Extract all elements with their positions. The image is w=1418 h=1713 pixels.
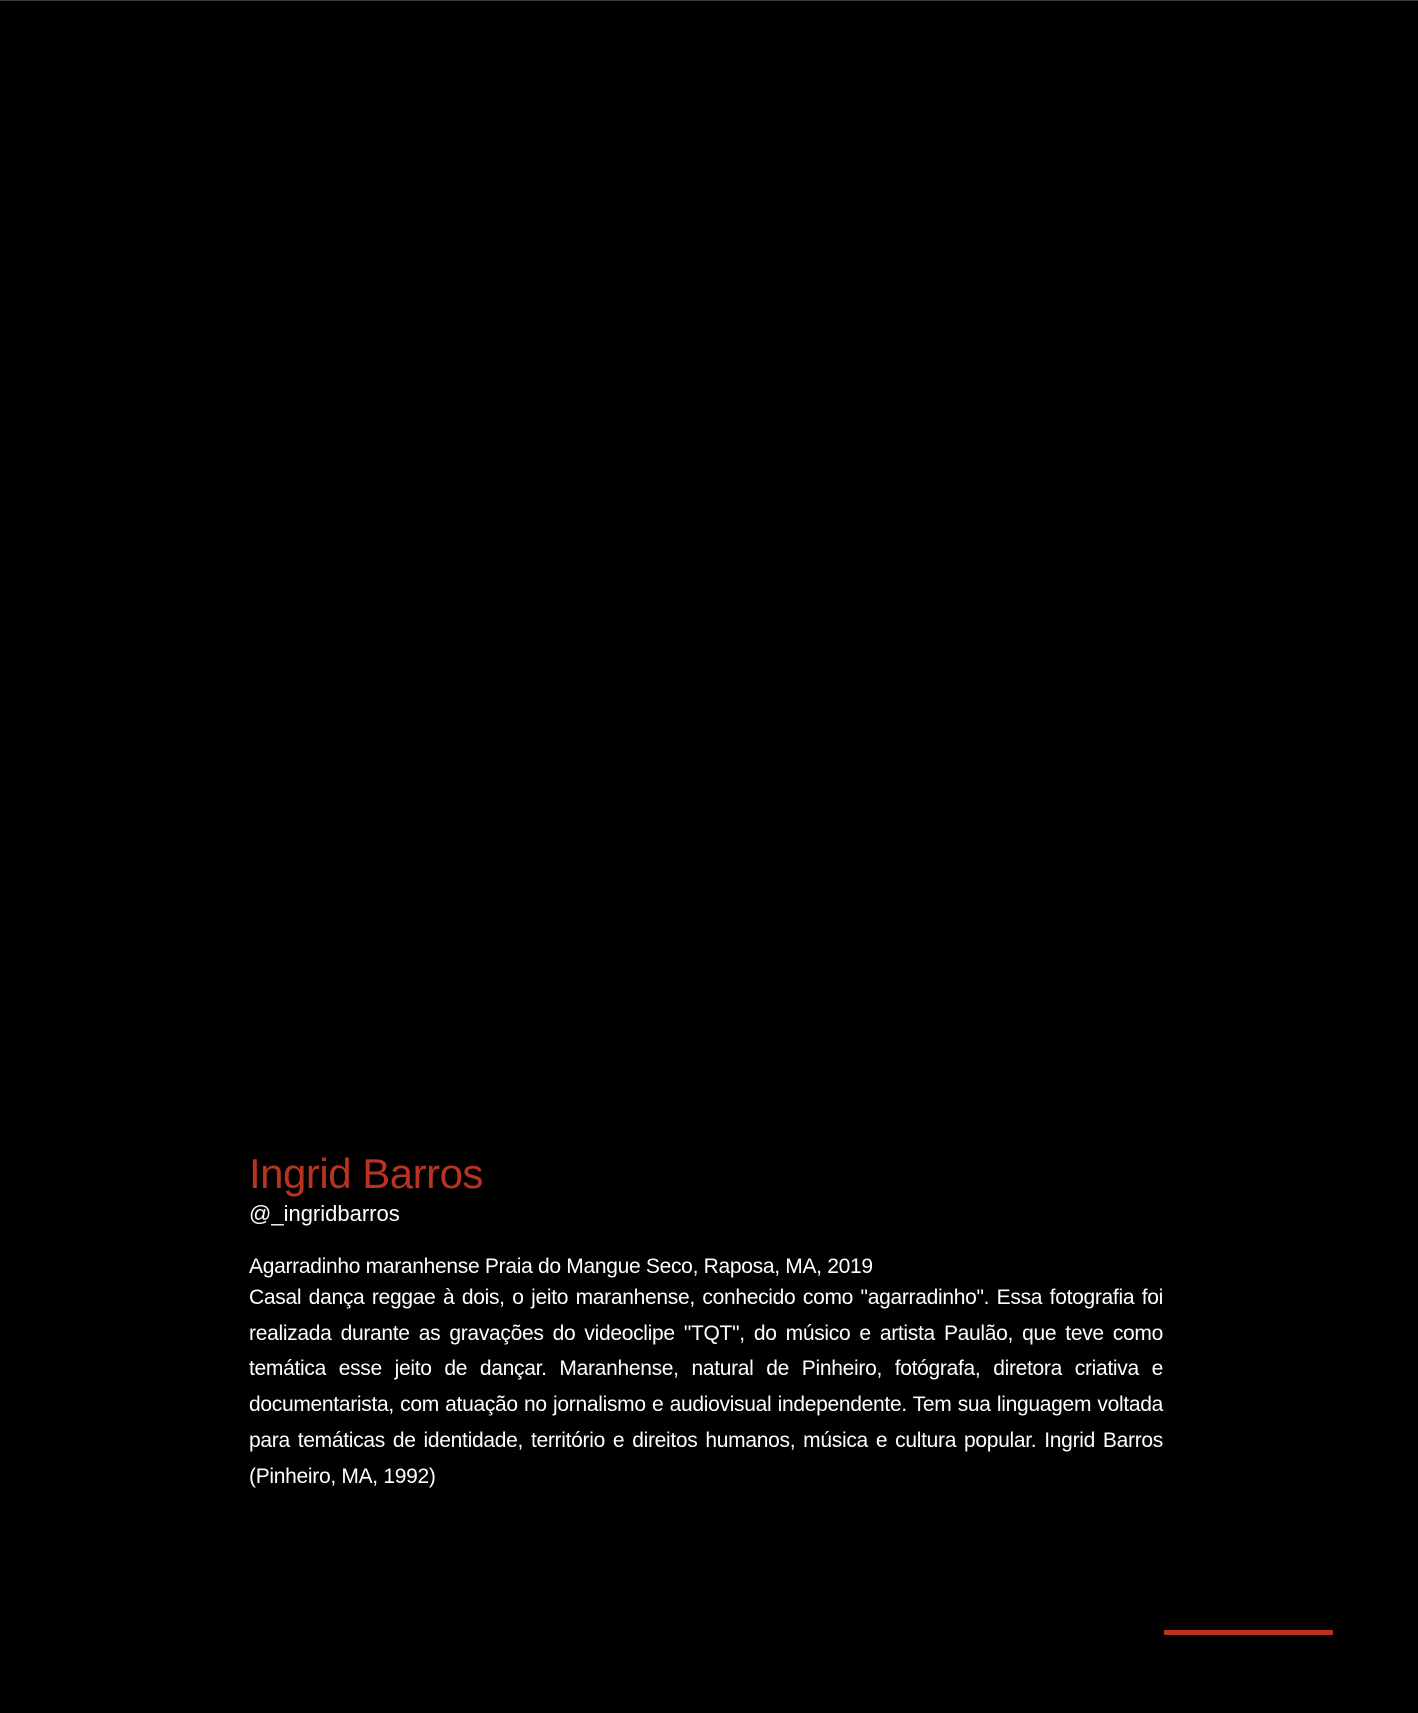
top-border-line — [0, 0, 1418, 1]
accent-rule — [1164, 1630, 1333, 1635]
artwork-caption — [249, 1148, 1163, 1494]
work-title: Agarradinho maranhense Praia do Mangue Seco, Raposa, MA, 2019 — [249, 1255, 873, 1278]
artist-handle: @_ingridbarros — [249, 1201, 400, 1226]
work-description: Casal dança reggae à dois, o jeito maranhense, conhecido como "agarradinho". Essa fotografia foi realizada durante as gravações do videoclipe "TQT", do músico e artista Paulão, que teve como temática esse jeito de dançar. Maranhense, natural de Pinheiro, fotógrafa, diretora criativa e documentarista, com atuação no jornalismo e audiovisual independente. Tem sua linguagem voltada para temáticas de identidade, território e direitos humanos, música e cultura popular. Ingrid Barros (Pinheiro, MA, 1992) — [249, 1286, 1163, 1488]
artist-name: Ingrid Barros — [249, 1150, 483, 1197]
